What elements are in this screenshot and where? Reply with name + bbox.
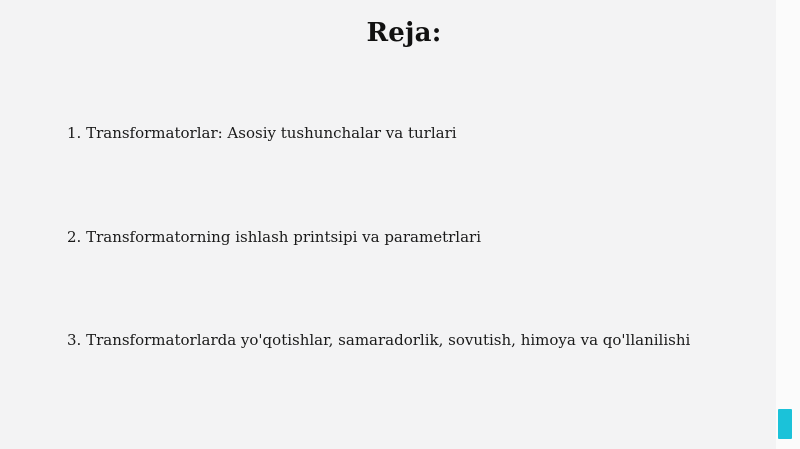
plan-item-3: 3. Transformatorlarda yo'qotishlar, samaradorlik, sovutish, himoya va qo'llanilishi <box>67 331 691 349</box>
plan-item-2: 2. Transformatorning ishlash printsipi va parametrlari <box>67 228 481 246</box>
slide-title: Reja: <box>366 18 442 48</box>
plan-item-1: 1. Transformatorlar: Asosiy tushunchalar va turlari <box>67 124 457 142</box>
vertical-scrollbar[interactable] <box>776 0 800 449</box>
scrollbar-thumb[interactable] <box>778 409 792 439</box>
